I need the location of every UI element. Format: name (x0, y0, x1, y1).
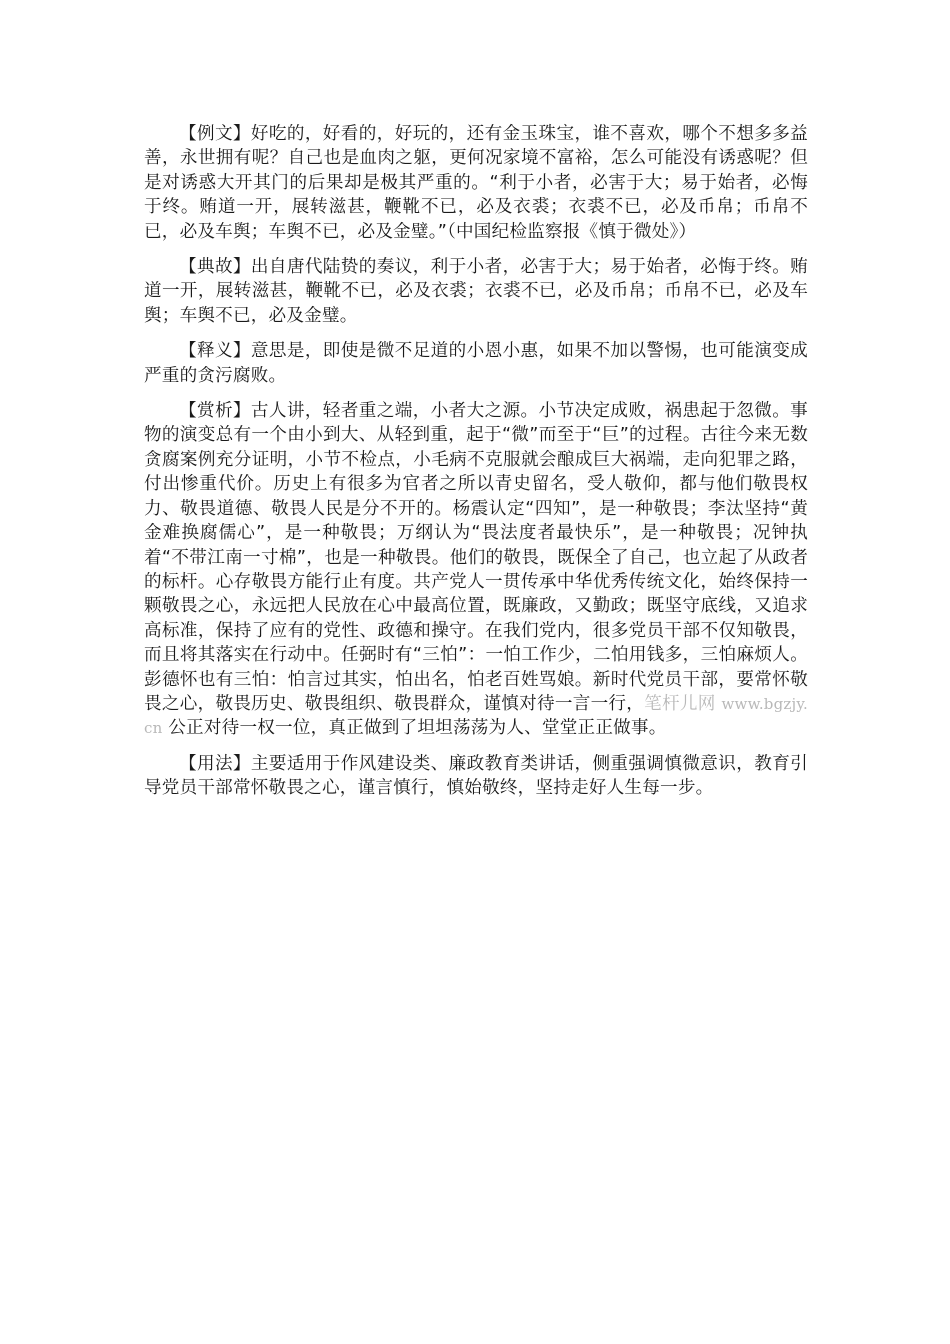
section-label-allusion: 【典故】 (179, 257, 251, 278)
paragraph-usage (144, 752, 808, 801)
section-label-analysis: 【赏析】 (179, 401, 251, 422)
paragraph-meaning (144, 339, 808, 388)
document-body (144, 122, 808, 812)
section-text-analysis: 古人讲，轻者重之端，小者大之源。小节决定成败，祸患起于忽微。事物的演变总有一个由小到大、从轻到重，起于“微”而至于“巨”的过程。古往今来无数贪腐案例充分证明，小节不检点，小毛病不克服就会酿成巨大祸端，走向犯罪之路，付出惨重代价。历史上有很多为官者之所以青史留名，受人敬仰，都与他们敬畏权力、敬畏道德、敬畏人民是分不开的。杨震认定“四知”，是一种敬畏；李汰坚持“黄金难换腐儒心”，是一种敬畏；万纲认为“畏法度者最快乐”，是一种敬畏；况钟执着“不带江南一寸棉”，也是一种敬畏。他们的敬畏，既保全了自己，也立起了从政者的标杆。心存敬畏方能行止有度。共产党人一贯传承中华优秀传统文化，始终保持一颗敬畏之心，永远把人民放在心中最高位置，既廉政，又勤政；既坚守底线，又追求高标准，保持了应有的党性、政德和操守。在我们党内，很多党员干部不仅知敬畏，而且将其落实在行动中。任弼时有“三怕”：一怕工作少，二怕用钱多，三怕麻烦人。彭德怀也有三怕：怕言过其实，怕出名，怕老百姓骂娘。新时代党员干部，要常怀敬畏之心，敬畏历史、敬畏组织、敬畏群众，谨慎对待一言一行， (144, 401, 808, 714)
paragraph-example (144, 122, 808, 244)
paragraph-allusion (144, 255, 808, 328)
section-text-meaning: 意思是，即使是微不足道的小恩小惠，如果不加以警惕，也可能演变成严重的贪污腐败。 (144, 341, 808, 386)
section-text-analysis-end: 公正对待一权一位，真正做到了坦坦荡荡为人、堂堂正正做事。 (168, 718, 667, 739)
section-label-example: 【例文】 (179, 124, 251, 144)
section-text-allusion: 出自唐代陆贽的奏议，利于小者，必害于大；易于始者，必悔于终。贿道一开，展转滋甚，鞭靴不已，必及衣裘；衣裘不已，必及币帛；币帛不已，必及车舆；车舆不已，必及金璧。 (144, 257, 808, 326)
section-label-meaning: 【释义】 (179, 341, 251, 362)
watermark-site-name: 笔杆儿网 (644, 693, 716, 714)
section-label-usage: 【用法】 (179, 753, 251, 774)
paragraph-analysis (144, 399, 808, 741)
watermark-site-url: www.bgzjy.cn (144, 694, 808, 738)
section-text-example: 好吃的，好看的，好玩的，还有金玉珠宝，谁不喜欢，哪个不想多多益善，永世拥有呢？自己也是血肉之躯，更何况家境不富裕，怎么可能没有诱惑呢？但是对诱惑大开其门的后果却是极其严重的。“利于小者，必害于大；易于始者，必悔于终。贿道一开，展转滋甚，鞭靴不已，必及衣裘；衣裘不已，必及币帛；币帛不已，必及车舆；车舆不已，必及金璧。”（中国纪检监察报《慎于微处》） (144, 124, 808, 242)
section-text-usage: 主要适用于作风建设类、廉政教育类讲话，侧重强调慎微意识，教育引导党员干部常怀敬畏之心，谨言慎行，慎始敬终，坚持走好人生每一步。 (144, 753, 808, 799)
